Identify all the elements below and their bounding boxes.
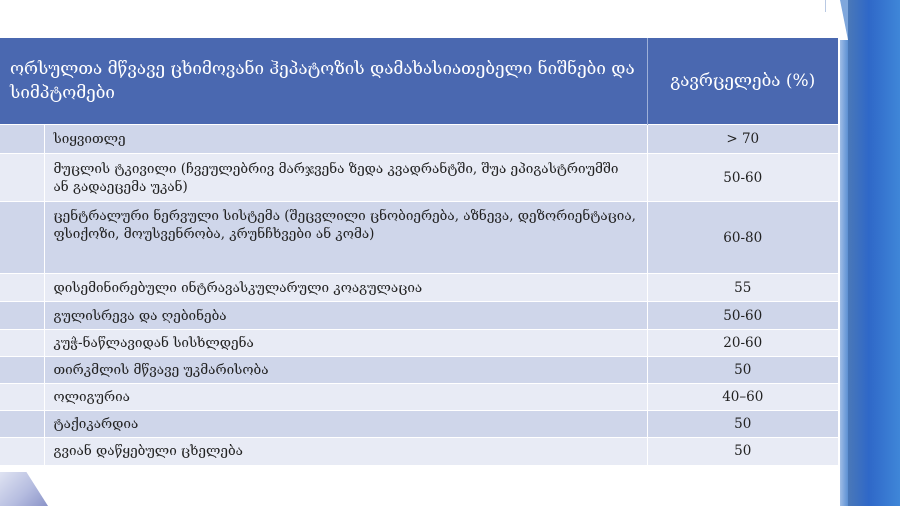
table-row xyxy=(0,384,838,411)
symptoms-table xyxy=(0,38,838,465)
sign-cell: ოლიგურია xyxy=(44,384,647,411)
sign-cell: სიყვითლე xyxy=(44,125,647,154)
row-marker-cell xyxy=(0,302,44,330)
decorative-bottom-left-shape xyxy=(0,472,48,506)
decorative-right-edge xyxy=(840,40,848,506)
table-row xyxy=(0,125,838,154)
row-marker-cell xyxy=(0,438,44,465)
table-row xyxy=(0,357,838,384)
decorative-top-line xyxy=(825,0,840,12)
prevalence-cell: 50-60 xyxy=(647,302,838,330)
prevalence-cell: 50-60 xyxy=(647,154,838,202)
prevalence-cell: 50 xyxy=(647,411,838,438)
decorative-right-band xyxy=(848,0,900,506)
table-row xyxy=(0,154,838,202)
row-marker-cell xyxy=(0,274,44,302)
row-marker-cell xyxy=(0,125,44,154)
row-marker-cell xyxy=(0,384,44,411)
table-row xyxy=(0,202,838,274)
decorative-fold xyxy=(840,0,848,40)
prevalence-cell: 40–60 xyxy=(647,384,838,411)
row-marker-cell xyxy=(0,411,44,438)
row-marker-cell xyxy=(0,357,44,384)
row-marker-cell xyxy=(0,202,44,274)
sign-cell: ცენტრალური ნერვული სისტემა (შეცვლილი ცნობიერება, აზნევა, დეზორიენტაცია, ფსიქოზი, მოუსვენრობა, კრუნჩხვები ან კომა) xyxy=(44,202,647,274)
table-row xyxy=(0,302,838,330)
sign-cell: ტაქიკარდია xyxy=(44,411,647,438)
row-marker-cell xyxy=(0,154,44,202)
sign-cell: დისემინირებული ინტრავასკულარული კოაგულაცია xyxy=(44,274,647,302)
sign-cell: კუჭ-ნაწლავიდან სისხლდენა xyxy=(44,330,647,357)
prevalence-cell: 60-80 xyxy=(647,202,838,274)
sign-cell: თირკმლის მწვავე უკმარისობა xyxy=(44,357,647,384)
table-row xyxy=(0,411,838,438)
prevalence-cell: 20-60 xyxy=(647,330,838,357)
header-prevalence: გავრცელება (%) xyxy=(647,38,838,125)
prevalence-cell: 50 xyxy=(647,438,838,465)
sign-cell: გულისრევა და ღებინება xyxy=(44,302,647,330)
sign-cell: გვიან დაწყებული ცხელება xyxy=(44,438,647,465)
row-marker-cell xyxy=(0,330,44,357)
sign-cell: მუცლის ტკივილი (ჩვეულებრივ მარჯვენა ზედა კვადრანტში, შუა ეპიგასტრიუმში ან გადაეცემა უკან) xyxy=(44,154,647,202)
table-header-row xyxy=(0,38,838,125)
prevalence-cell: > 70 xyxy=(647,125,838,154)
table-row xyxy=(0,274,838,302)
header-signs: ორსულთა მწვავე ცხიმოვანი ჰეპატოზის დამახასიათებელი ნიშნები და სიმპტომები xyxy=(0,38,647,125)
prevalence-cell: 55 xyxy=(647,274,838,302)
table-row xyxy=(0,438,838,465)
prevalence-cell: 50 xyxy=(647,357,838,384)
table-row xyxy=(0,330,838,357)
